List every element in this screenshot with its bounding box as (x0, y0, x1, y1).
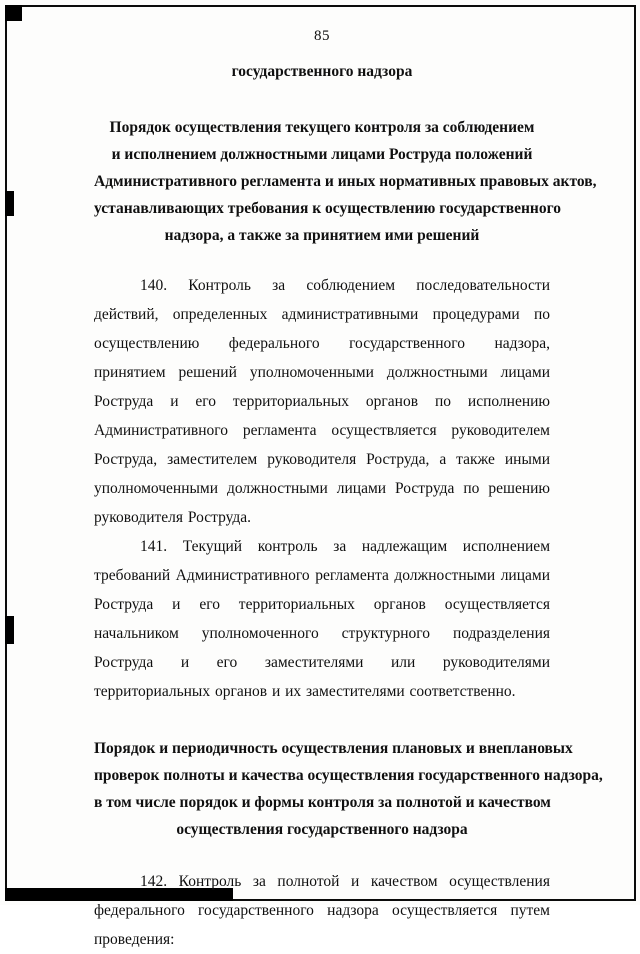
page-number: 85 (314, 28, 330, 44)
heading-line: Порядок и периодичность осуществления плановых и внеплановых (94, 740, 573, 757)
heading-line: и исполнением должностными лицами Роструда положений (111, 146, 533, 163)
heading-line: Административного регламента и иных нормативных правовых актов, (94, 173, 597, 190)
scan-artifact-left-top (5, 191, 14, 216)
running-title: государственного надзора (231, 63, 413, 80)
scan-artifact-left-bottom (5, 616, 14, 644)
scan-artifact-corner (5, 5, 22, 21)
heading-line: надзора, а также за принятием ими решений (164, 227, 480, 244)
heading-line: осуществления государственного надзора (176, 821, 468, 838)
heading-line: проверок полноты и качества осуществления государственного надзора, (94, 767, 603, 784)
paragraph-141: 141. Текущий контроль за надлежащим исполнением требований Административного регламента должностными лицами Роструда и его территориальных органов осуществляется начальником уполномоченного структурного подразделения Роструда и его заместителями или руководителями территориальных органов и их заместителями соответственно. (94, 538, 550, 700)
page-content (94, 0, 603, 954)
paragraph-142: 142. Контроль за полнотой и качеством осуществления федерального государственного надзора осуществляется путем проведения: (94, 873, 550, 948)
heading-line: в том числе порядок и формы контроля за полнотой и качеством (94, 794, 551, 811)
paragraph-140: 140. Контроль за соблюдением последовательности действий, определенных административными процедурами по осуществлению федерального государственного надзора, принятием решений уполномоченными должностными лицами Роструда и его территориальных органов по исполнению Административного регламента осуществляется руководителем Роструда, заместителем руководителя Роструда, а также иными уполномоченными должностными лицами Роструда по решению руководителя Роструда. (94, 277, 550, 526)
section-heading-control (94, 114, 597, 249)
heading-line: Порядок осуществления текущего контроля за соблюдением (109, 119, 535, 136)
heading-line: устанавливающих требования к осуществлению государственного (94, 200, 562, 217)
section-heading-checks (94, 735, 603, 843)
